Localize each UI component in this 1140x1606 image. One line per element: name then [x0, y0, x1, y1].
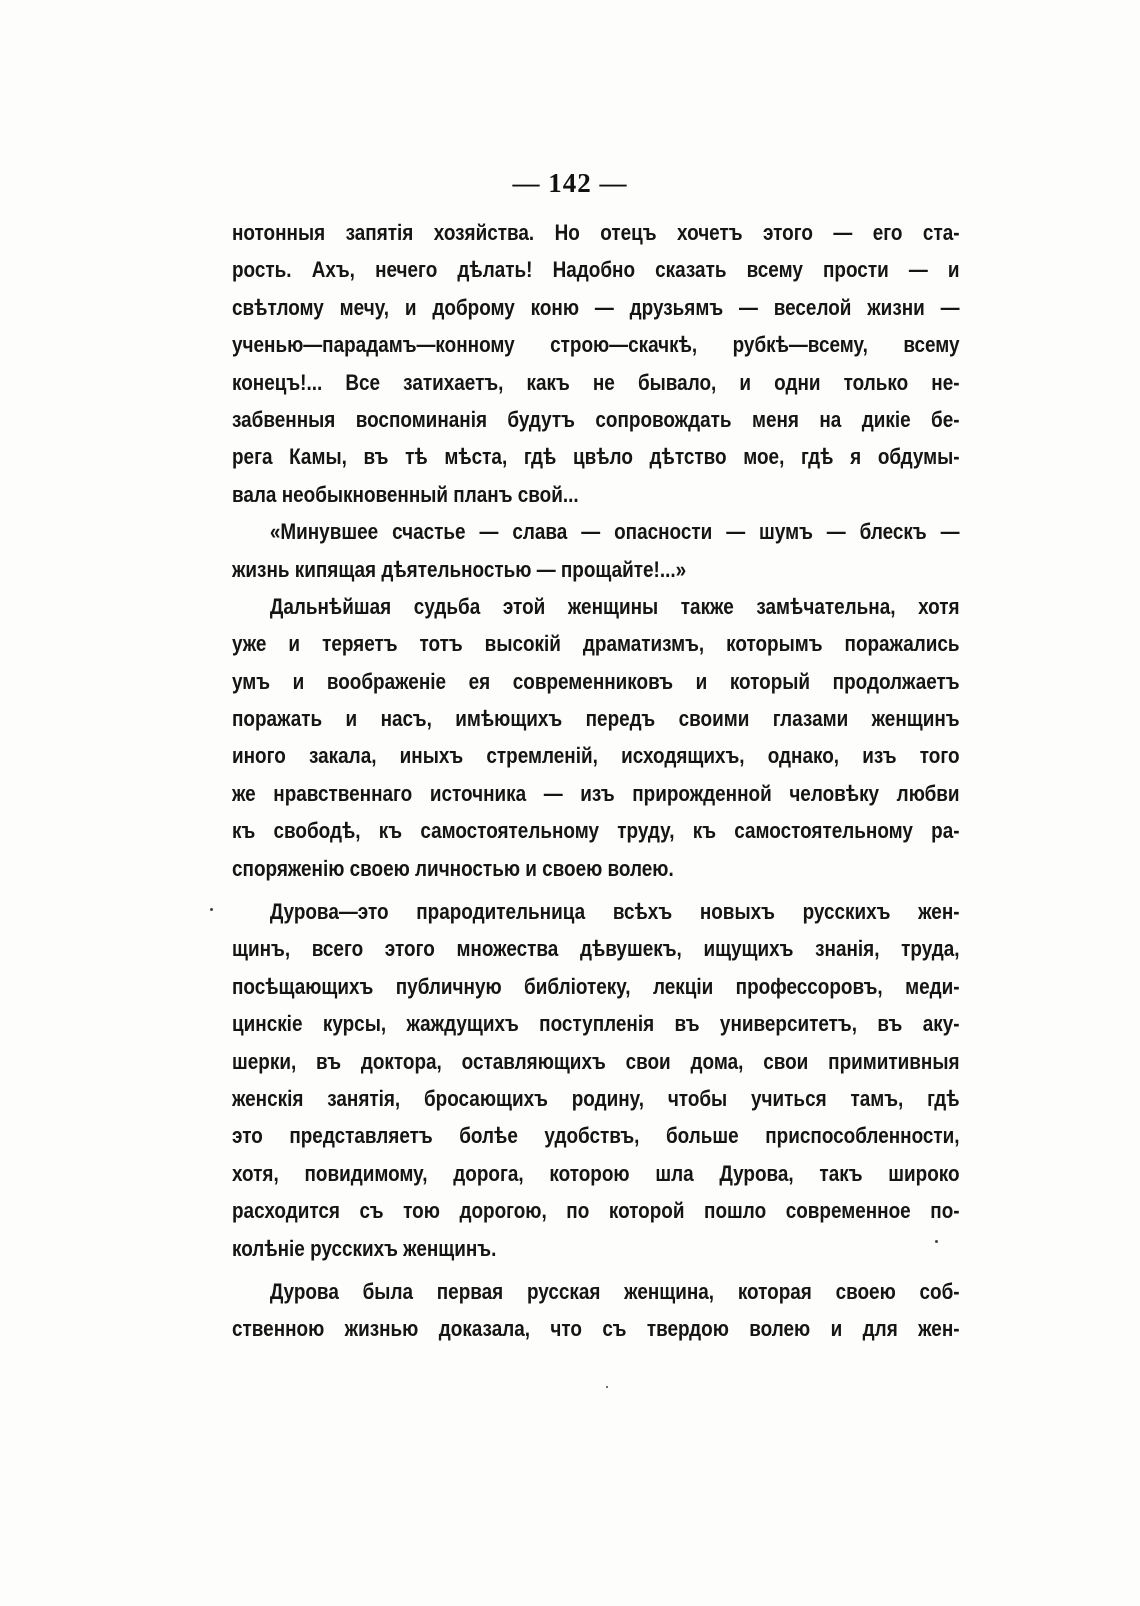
text-line: конецъ!... Все затихаетъ, какъ не бывало, и одни только не- [232, 369, 960, 395]
quote-line: «Минувшее счастье — слава — опасности — шумъ — блескъ — [269, 519, 960, 545]
text-line: споряженію своею личностью и своею волею. [232, 855, 674, 881]
text-line: Дальнѣйшая судьба этой женщины также замѣчательна, хотя [269, 593, 960, 619]
text-line: ственною жизнью доказала, что съ твердою волею и для жен- [232, 1316, 960, 1342]
text-line: уже и теряетъ тотъ высокій драматизмъ, которымъ поражались [232, 631, 960, 657]
text-line: же нравственнаго источника — изъ прирожденной человѣку любви [232, 780, 960, 806]
text-line: поражать и насъ, имѣющихъ передъ своими глазами женщинъ [232, 706, 960, 732]
text-line: умъ и воображеніе ея современниковъ и который продолжаетъ [232, 668, 960, 694]
scan-speck [935, 1240, 938, 1243]
text-line: щинъ, всего этого множества дѣвушекъ, ищущихъ знанія, труда, [232, 936, 960, 962]
text-line: женскія занятія, бросающихъ родину, чтобы учиться тамъ, гдѣ [232, 1085, 960, 1111]
text-line: вала необыкновенный планъ свой... [232, 481, 579, 507]
body-text [232, 214, 960, 1348]
text-line: Дурова—это прародительница всѣхъ новыхъ русскихъ жен- [269, 899, 960, 925]
page-number: — 142 — [512, 168, 628, 198]
text-line: цинскіе курсы, жаждущихъ поступленія въ университетъ, въ аку- [232, 1011, 960, 1037]
text-line: рега Камы, въ тѣ мѣста, гдѣ цвѣло дѣтство мое, гдѣ я обдумы- [232, 444, 960, 470]
text-line: расходится съ тою дорогою, по которой пошло современное по- [232, 1198, 960, 1224]
text-line: это представляетъ болѣе удобствъ, больше приспособленности, [232, 1123, 960, 1149]
text-line: къ свободѣ, къ самостоятельному труду, къ самостоятельному ра- [232, 818, 960, 844]
text-line: забвенныя воспоминанія будутъ сопровождать меня на дикіе бе- [232, 406, 960, 432]
text-line: иного закала, иныхъ стремленій, исходящихъ, однако, изъ того [232, 743, 960, 769]
scan-speck [606, 1386, 608, 1388]
quote-line: жизнь кипящая дѣятельностью — прощайте!...» [232, 556, 687, 582]
text-line: нотонныя запятія хозяйства. Но отецъ хочетъ этого — его ста- [232, 220, 960, 245]
text-line: Дурова была первая русская женщина, которая своею соб- [269, 1278, 960, 1304]
text-line: шерки, въ доктора, оставляющихъ свои дома, свои примитивныя [232, 1048, 960, 1074]
text-line: свѣтлому мечу, и доброму коню — друзьямъ — веселой жизни — [232, 294, 960, 320]
text-line: рость. Ахъ, нечего дѣлать! Надобно сказать всему прости — и [232, 257, 960, 283]
text-line: ученью—парадамъ—конному строю—скачкѣ, рубкѣ—всему, всему [232, 332, 960, 358]
text-line: посѣщающихъ публичную библіотеку, лекціи профессоровъ, меди- [232, 973, 960, 999]
text-line: хотя, повидимому, дорога, которою шла Дурова, такъ широко [232, 1160, 960, 1186]
text-line: колѣніе русскихъ женщинъ. [232, 1235, 497, 1261]
scan-speck [210, 908, 213, 911]
